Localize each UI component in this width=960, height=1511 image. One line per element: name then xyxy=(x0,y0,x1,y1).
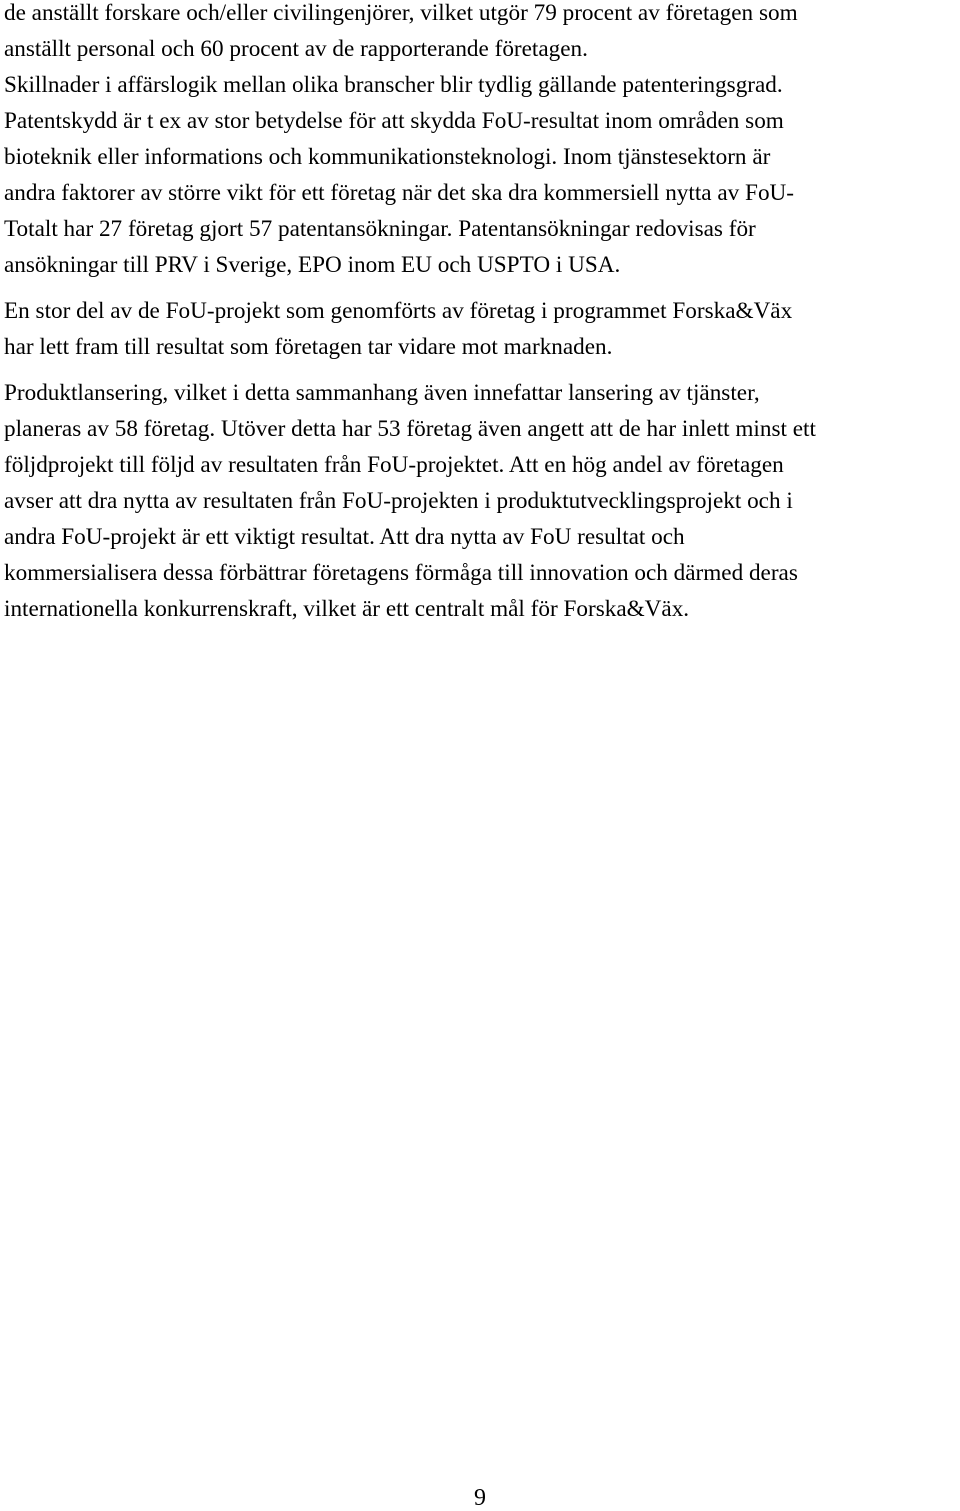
text-line: ansökningar till PRV i Sverige, EPO inom EU och USPTO i USA. xyxy=(4,252,621,278)
text-line: Patentskydd är t ex av stor betydelse för att skydda FoU-resultat inom områden som xyxy=(4,108,784,134)
text-line: har lett fram till resultat som företagen tar vidare mot marknaden. xyxy=(4,334,613,360)
text-line: bioteknik eller informations och kommunikationsteknologi. Inom tjänstesektorn är xyxy=(4,144,771,170)
paragraph-spacing xyxy=(4,283,954,293)
text-line: kommersialisera dessa förbättrar företagens förmåga till innovation och därmed deras xyxy=(4,560,798,586)
text-line: internationella konkurrenskraft, vilket är ett centralt mål för Forska&Väx. xyxy=(4,596,690,622)
text-line: Skillnader i affärslogik mellan olika branscher blir tydlig gällande patenteringsgrad. xyxy=(4,72,783,98)
text-line: avser att dra nytta av resultaten från FoU-projekten i produktutvecklingsprojekt och i xyxy=(4,488,793,514)
text-line: En stor del av de FoU-projekt som genomförts av företag i programmet Forska&Väx xyxy=(4,298,793,324)
text-line: andra faktorer av större vikt för ett företag när det ska dra kommersiell nytta av FoU- xyxy=(4,180,795,206)
text-line: Produktlansering, vilket i detta sammanhang även innefattar lansering av tjänster, xyxy=(4,380,760,406)
body-text xyxy=(4,0,954,627)
text-line: följdprojekt till följd av resultaten från FoU-projektet. Att en hög andel av företagen xyxy=(4,452,784,478)
text-line: planeras av 58 företag. Utöver detta har 53 företag även angett att de har inlett minst ett xyxy=(4,416,816,442)
paragraph xyxy=(4,293,954,365)
text-line: de anställt forskare och/eller civilingenjörer, vilket utgör 79 procent av företagen som xyxy=(4,0,798,26)
text-line: Totalt har 27 företag gjort 57 patentansökningar. Patentansökningar redovisas för xyxy=(4,216,756,242)
paragraph xyxy=(4,0,954,283)
text-line: anställt personal och 60 procent av de rapporterande företagen. xyxy=(4,36,588,62)
paragraph-spacing xyxy=(4,365,954,375)
text-line: andra FoU-projekt är ett viktigt resultat. Att dra nytta av FoU resultat och xyxy=(4,524,685,550)
paragraph xyxy=(4,375,954,627)
page-number: 9 xyxy=(474,1485,486,1511)
